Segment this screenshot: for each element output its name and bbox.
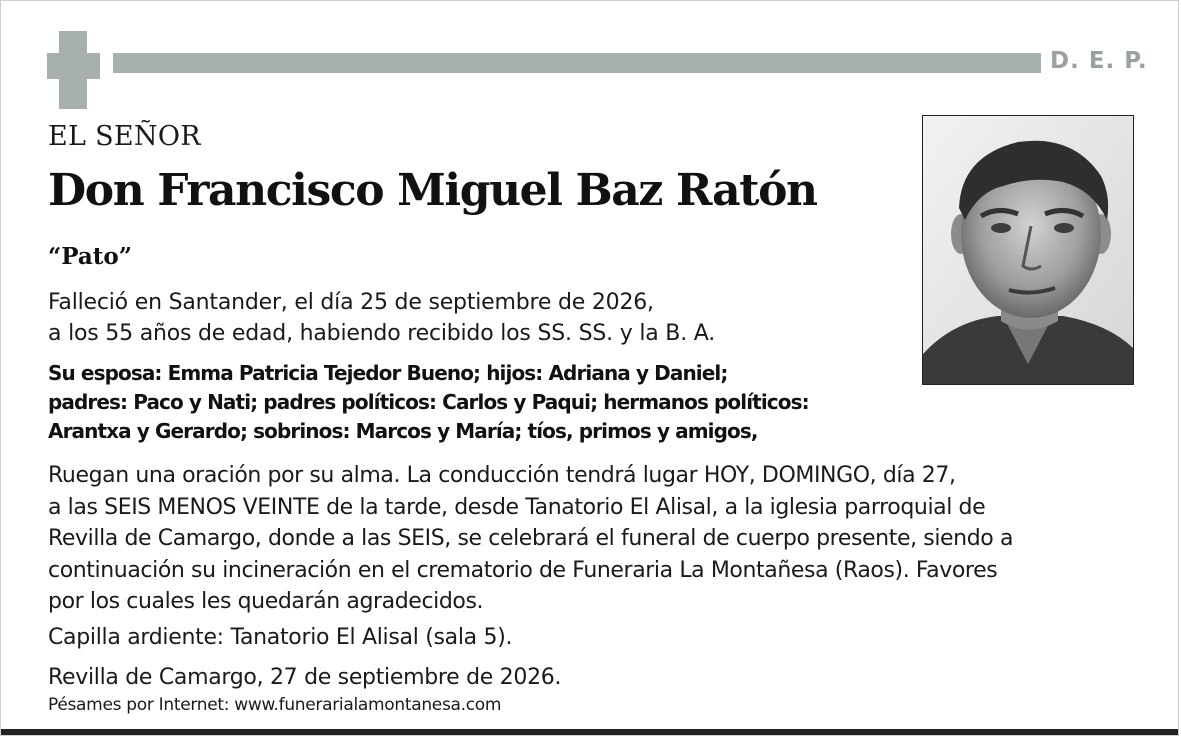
nickname: “Pato” [48,243,133,270]
bottom-rule [1,729,1178,735]
cross-icon-arm [47,53,100,79]
death-notice-line: a los 55 años de edad, habiendo recibido los SS. SS. y la B. A. [48,321,716,346]
header-rule [113,53,1041,73]
ceremony-line: Revilla de Camargo, donde a las SEIS, se celebrará el funeral de cuerpo presente, siendo a [48,526,1014,551]
death-notice [48,287,715,349]
ceremony-details [48,460,1013,618]
death-notice-line: Falleció en Santander, el día 25 de septiembre de 2026, [48,290,654,315]
portrait-photo [922,115,1134,385]
family-line: Su esposa: Emma Patricia Tejedor Bueno; hijos: Adriana y Daniel; [48,361,728,385]
condolences-web: Pésames por Internet: www.funerarialamontanesa.com [48,695,502,715]
family-list [48,359,809,446]
ceremony-line: a las SEIS MENOS VEINTE de la tarde, desde Tanatorio El Alisal, a la iglesia parroquial de [48,494,986,520]
dep-label: D. E. P. [1050,48,1148,74]
place-date: Revilla de Camargo, 27 de septiembre de 2026. [48,665,562,690]
chapel-info: Capilla ardiente: Tanatorio El Alisal (sala 5). [48,625,513,650]
family-line: padres: Paco y Nati; padres políticos: Carlos y Paqui; hermanos políticos: [48,390,809,414]
deceased-name: Don Francisco Miguel Baz Ratón [48,165,817,216]
ceremony-line: por los cuales les quedarán agradecidos. [48,589,484,614]
title-prefix: EL SEÑOR [48,121,201,152]
ceremony-line: Ruegan una oración por su alma. La conducción tendrá lugar HOY, DOMINGO, día 27, [48,463,956,488]
family-line: Arantxa y Gerardo; sobrinos: Marcos y María; tíos, primos y amigos, [48,419,758,443]
ceremony-line: continuación su incineración en el crematorio de Funeraria La Montañesa (Raos). Favores [48,557,998,583]
